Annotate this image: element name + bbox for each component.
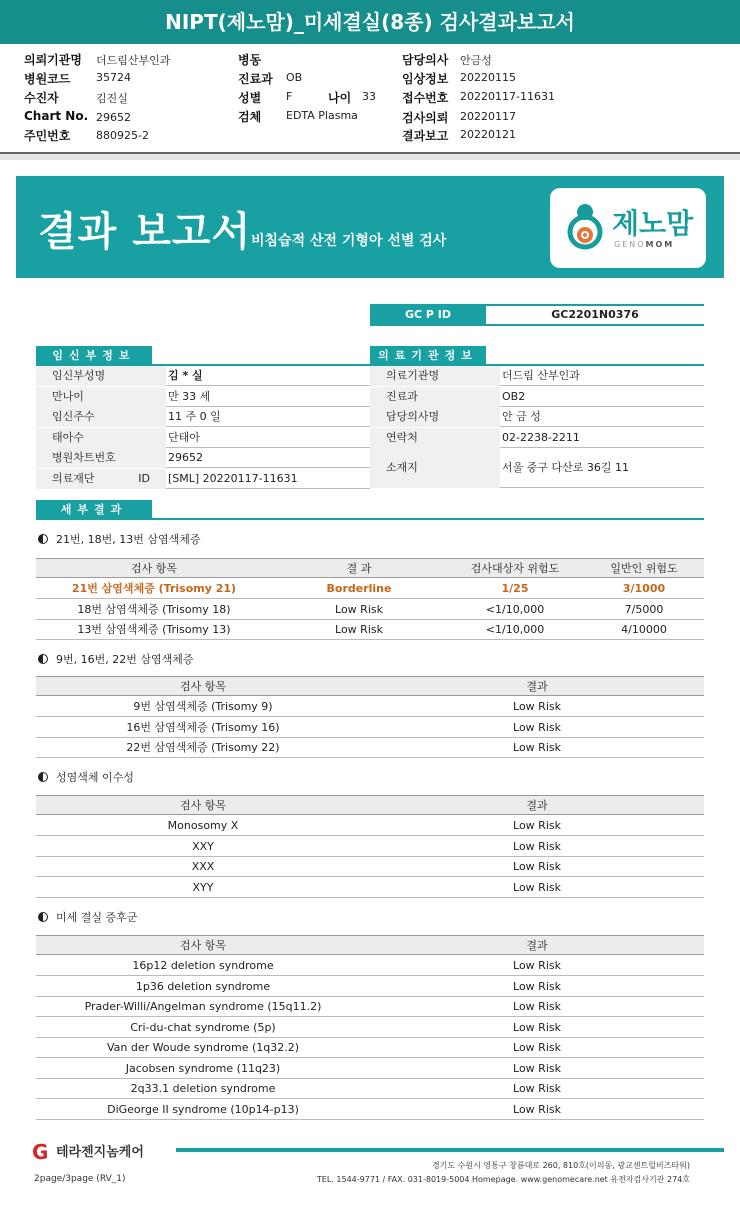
column-header: 검사 항목 (130, 562, 177, 575)
section4-heading (38, 909, 137, 925)
cell-result: Low Risk (335, 623, 383, 636)
report-banner (16, 176, 724, 278)
institution-info-value: 서울 중구 다산로 36길 11 (502, 461, 629, 474)
header-shadow (0, 154, 740, 160)
clinical-info-value: 20220115 (460, 71, 516, 84)
sex-value: F (286, 90, 293, 103)
cell-result: Low Risk (513, 979, 561, 993)
column-header: 결과 (526, 680, 548, 693)
terragen-logo (32, 1140, 144, 1164)
banner-title: 결과 보고서 (38, 209, 252, 255)
gcpid-label: GC P ID (370, 304, 486, 326)
table-row (36, 997, 704, 1017)
cell-item: DiGeorge II syndrome (10p14-p13) (107, 1102, 299, 1116)
details-line (36, 518, 704, 520)
table-row (36, 956, 704, 976)
table-row (36, 600, 704, 620)
cell-item: 2q33.1 deletion syndrome (130, 1082, 276, 1095)
pregnant-info-value: [SML] 20220117-11631 (168, 471, 298, 485)
column-header: 검사 항목 (179, 939, 226, 952)
pregnant-info-key: 의료재단 ID (36, 469, 166, 489)
table-row (36, 816, 704, 836)
table-row (36, 1100, 704, 1120)
table-header-row (36, 795, 704, 815)
institution-info-row (370, 387, 704, 407)
receipt-no-label: 접수번호 (402, 91, 449, 105)
column-header: 결과 (526, 799, 548, 812)
cell-result: Low Risk (513, 880, 561, 894)
cell-item: 16p12 deletion syndrome (132, 959, 274, 972)
doctor-value: 안금성 (460, 54, 492, 67)
cell-item: 22번 삼염색체증 (Trisomy 22) (126, 741, 280, 754)
cell-general: 4/10000 (621, 623, 667, 636)
cell-result: Low Risk (335, 602, 383, 616)
specimen-value: EDTA Plasma (286, 109, 358, 122)
pregnant-info-row (36, 407, 370, 427)
cell-risk: 1/25 (501, 582, 529, 595)
hospital-code-label: 병원코드 (24, 72, 71, 86)
table-header-row (36, 935, 704, 955)
table-row (36, 579, 704, 599)
age-label: 나이 (328, 91, 352, 105)
patient-summary-box (0, 44, 740, 154)
pregnant-info-value: 11 주 0 일 (168, 410, 221, 423)
logo-subtext (614, 240, 674, 249)
half-circle-icon (38, 912, 48, 922)
table-row (36, 878, 704, 898)
institution-info-value: 02-2238-2211 (502, 430, 580, 444)
cell-risk: <1/10,000 (485, 623, 545, 636)
pregnant-info-value: 김 * 실 (168, 369, 203, 382)
pregnant-info-row (36, 469, 370, 489)
institution-info-key: 담당의사명 (370, 407, 500, 427)
cell-item: Van der Woude syndrome (1q32.2) (106, 1041, 300, 1054)
footer-address: 경기도 수원시 영통구 창룡대로 260, 810호(이의동, 광교센트럴비즈타워) (431, 1161, 690, 1170)
banner-subtitle: 비침습적 산전 기형아 선별 검사 (251, 233, 447, 249)
patient-value: 김진실 (96, 92, 128, 105)
table-row (36, 1079, 704, 1099)
ward-label: 병동 (238, 53, 262, 67)
age-value: 33 (362, 90, 376, 103)
report-title: NIPT(제노맘)_미세결실(8종) 검사결과보고서 (0, 0, 740, 44)
table-row (36, 1038, 704, 1058)
cell-result: Low Risk (513, 1102, 561, 1116)
table-row (36, 977, 704, 997)
institution-info-row (370, 448, 704, 488)
logo-sub-geno: GENO (614, 240, 646, 249)
cell-result: Low Risk (513, 741, 561, 754)
cell-result: Low Risk (513, 1082, 561, 1095)
institution-info-key: 진료과 (370, 387, 500, 407)
resident-no-label: 주민번호 (24, 129, 71, 143)
table-row (36, 738, 704, 758)
table-row (36, 837, 704, 857)
cell-item: Jacobsen syndrome (11q23) (125, 1061, 281, 1075)
cell-item: 16번 삼염색체증 (Trisomy 16) (126, 720, 280, 734)
chart-no-label: Chart No. (24, 109, 89, 123)
institution-info-key: 의료기관명 (370, 366, 500, 386)
pregnant-info-value: 29652 (168, 451, 203, 464)
cell-result: Low Risk (513, 959, 561, 972)
section2-heading (38, 651, 193, 667)
footer-bar (176, 1148, 724, 1152)
column-header: 일반인 위험도 (610, 562, 678, 575)
pregnant-info-key: 만나이 (36, 387, 166, 407)
pregnant-info-row (36, 428, 370, 448)
logo-sub-mom: MOM (645, 240, 675, 249)
request-date-label: 검사의뢰 (402, 111, 449, 125)
cell-item: 18번 삼염색체증 (Trisomy 18) (77, 602, 231, 616)
institution-info-value: 안 금 성 (502, 410, 541, 423)
table-row (36, 718, 704, 738)
table-header-row (36, 558, 704, 578)
cell-result: Low Risk (513, 1041, 561, 1054)
hospital-code-value: 35724 (96, 71, 131, 84)
department-value: OB (286, 71, 303, 84)
pregnant-info-value: 만 33 세 (168, 389, 211, 403)
institution-info-tab: 의료기관정보 (370, 346, 486, 366)
cell-result: Low Risk (513, 1020, 561, 1034)
half-circle-icon (38, 654, 48, 664)
cell-item: Monosomy X (167, 819, 239, 832)
institution-info-value: OB2 (502, 389, 526, 403)
section2-heading-text: 9번, 16번, 22번 삼염색체증 (56, 653, 194, 666)
cell-item: XXX (191, 860, 215, 873)
section1-heading-text: 21번, 18번, 13번 삼염색체증 (56, 533, 201, 546)
gcpid-value: GC2201N0376 (486, 304, 704, 326)
resident-no-value: 880925-2 (96, 129, 149, 142)
cell-result: Low Risk (513, 819, 561, 832)
cell-result: Low Risk (513, 839, 561, 853)
terragen-logo-text: 테라젠지놈케어 (56, 1145, 144, 1160)
pregnant-info-row (36, 448, 370, 468)
column-header: 검사 항목 (179, 799, 226, 812)
pregnant-info-key: 병원차트번호 (36, 448, 166, 468)
cell-item: Prader-Willi/Angelman syndrome (15q11.2) (84, 1000, 322, 1013)
table-row (36, 1018, 704, 1038)
pregnant-info-key: 임신주수 (36, 407, 166, 427)
cell-result: Low Risk (513, 720, 561, 734)
footer-contact: TEL. 1544-9771 / FAX. 031-8019-5004 Homepage. www.genomecare.net 유전자검사기관 274호 (316, 1175, 690, 1184)
section4-heading-text: 미세 결실 증후군 (56, 911, 138, 924)
cell-result: Borderline (326, 582, 392, 595)
pregnant-info-key: 임신부성명 (36, 366, 166, 386)
pregnant-info-row (36, 387, 370, 407)
section3-heading-text: 성염색체 이수성 (56, 771, 134, 784)
section1-heading (38, 531, 200, 547)
half-circle-icon (38, 772, 48, 782)
pregnant-info-key: 태아수 (36, 428, 166, 448)
table-row (36, 697, 704, 717)
report-date-value: 20220121 (460, 128, 516, 141)
section3-heading (38, 769, 134, 785)
cell-item: 13번 삼염색체증 (Trisomy 13) (77, 623, 231, 636)
pregnant-info-value: 단태아 (168, 430, 200, 444)
genomom-logo-icon (562, 202, 608, 254)
sex-label: 성별 (238, 91, 262, 105)
receipt-no-value: 20220117-11631 (460, 90, 555, 103)
details-tab: 세부결과 (36, 500, 152, 520)
institution-value: 더드림산부인과 (96, 54, 171, 67)
column-header: 검사 항목 (179, 680, 226, 693)
pregnant-info-row (36, 366, 370, 386)
institution-info-value: 더드림 산부인과 (502, 369, 580, 382)
table-header-row (36, 676, 704, 696)
clinical-info-label: 임상정보 (402, 72, 449, 86)
table-row (36, 857, 704, 877)
request-date-value: 20220117 (460, 110, 516, 123)
cell-result: Low Risk (513, 1061, 561, 1075)
table-row (36, 620, 704, 640)
cell-result: Low Risk (513, 700, 561, 713)
cell-risk: <1/10,000 (485, 602, 545, 616)
report-date-label: 결과보고 (402, 129, 449, 143)
institution-info-row (370, 428, 704, 448)
pregnant-info-tab: 임신부정보 (36, 346, 152, 366)
cell-result: Low Risk (513, 1000, 561, 1013)
chart-no-value: 29652 (96, 111, 131, 124)
logo-wordmark: 제노맘 (612, 207, 694, 240)
specimen-label: 검체 (238, 110, 262, 124)
cell-item: Cri-du-chat syndrome (5p) (130, 1020, 276, 1034)
cell-item: 9번 삼염색체증 (Trisomy 9) (133, 700, 273, 713)
column-header: 검사대상자 위험도 (470, 562, 560, 575)
cell-general: 7/5000 (624, 602, 664, 616)
terragen-logo-icon: G (32, 1140, 49, 1164)
cell-general: 3/1000 (622, 582, 666, 595)
institution-info-key: 소재지 (370, 448, 500, 488)
institution-label: 의뢰기관명 (24, 53, 82, 67)
half-circle-icon (38, 534, 48, 544)
column-header: 결 과 (346, 562, 372, 575)
institution-info-key: 연락처 (370, 428, 500, 448)
doctor-label: 담당의사 (402, 53, 449, 67)
genomom-logo (550, 188, 706, 268)
column-header: 결과 (526, 939, 548, 952)
institution-info-row (370, 366, 704, 386)
cell-item: XYY (192, 880, 214, 894)
cell-item: 21번 삼염색체증 (Trisomy 21) (71, 582, 237, 595)
cell-item: XXY (192, 839, 214, 853)
cell-result: Low Risk (513, 860, 561, 873)
department-label: 진료과 (238, 72, 273, 86)
cell-item: 1p36 deletion syndrome (135, 979, 271, 993)
page-indicator: 2page/3page (RV_1) (34, 1174, 126, 1184)
table-row (36, 1059, 704, 1079)
institution-info-row (370, 407, 704, 427)
patient-label: 수진자 (24, 91, 59, 105)
